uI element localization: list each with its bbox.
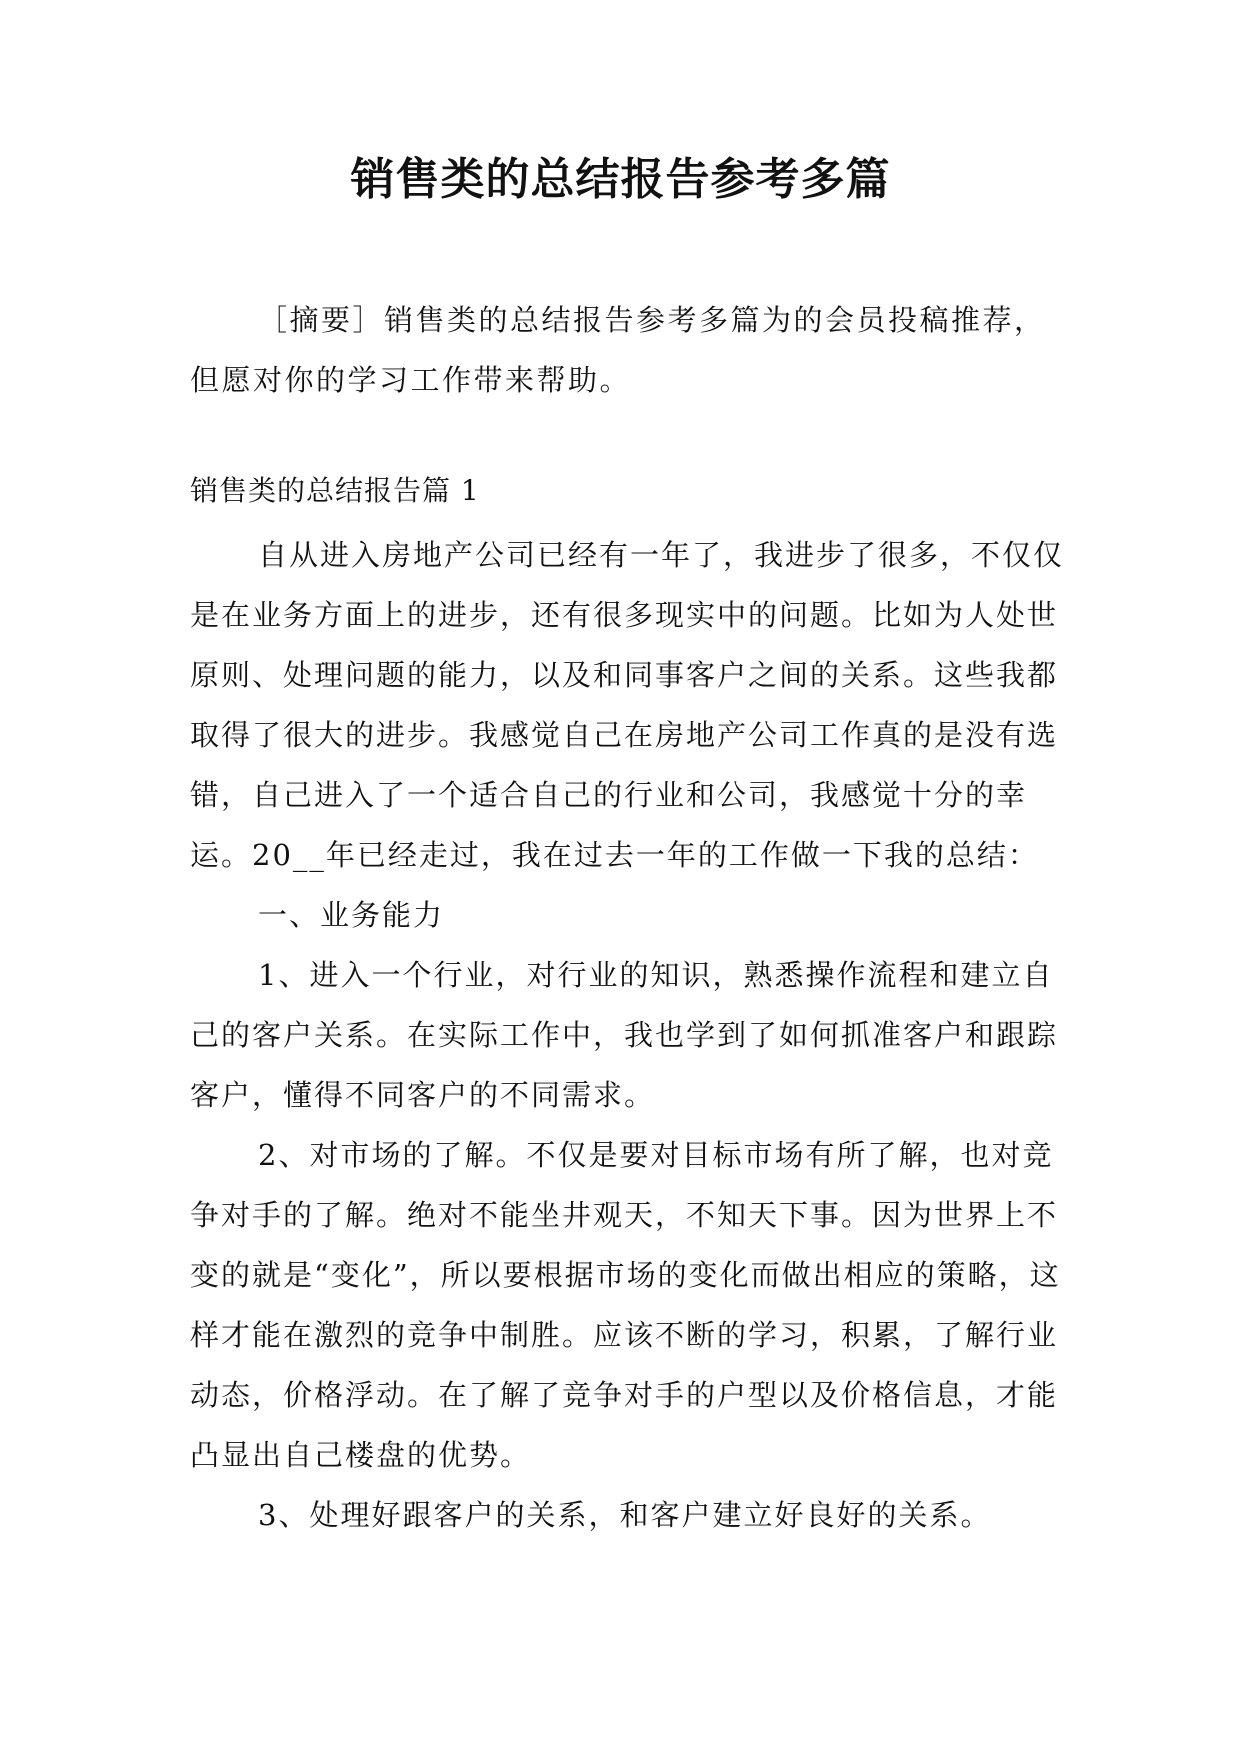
body-paragraph: 自从进入房地产公司已经有一年了，我进步了很多，不仅仅是在业务方面上的进步，还有很多现实中的问题。比如为人处世原则、处理问题的能力，以及和同事客户之间的关系。这些我都取得了很大的进步。我感觉自己在房地产公司工作真的是没有选错，自己进入了一个适合自己的行业和公司，我感觉十分的幸运。20__年已经走过，我在过去一年的工作做一下我的总结： <box>190 538 1065 872</box>
subheading-business-ability: 一、业务能力 <box>258 898 445 932</box>
section-heading: 销售类的总结报告篇 1 <box>190 474 480 507</box>
body-paragraph: 1、进入一个行业，对行业的知识，熟悉操作流程和建立自己的客户关系。在实际工作中，我也学到了如何抓准客户和跟踪客户，懂得不同客户的不同需求。 <box>190 958 1059 1112</box>
abstract-paragraph: ［摘要］销售类的总结报告参考多篇为的会员投稿推荐，但愿对你的学习工作带来帮助。 <box>190 303 1046 397</box>
body-paragraph: 3、处理好跟客户的关系，和客户建立好良好的关系。 <box>258 1498 992 1532</box>
document-title: 销售类的总结报告参考多篇 <box>350 154 891 205</box>
body-paragraph: 2、对市场的了解。不仅是要对目标市场有所了解，也对竞争对手的了解。绝对不能坐井观天，不知天下事。因为世界上不变的就是“变化”，所以要根据市场的变化而做出相应的策略，这样才能在激烈的竞争中制胜。应该不断的学习，积累，了解行业动态，价格浮动。在了解了竞争对手的户型以及价格信息，才能凸显出自己楼盘的优势。 <box>190 1138 1061 1472</box>
body-text <box>190 525 1070 1545</box>
